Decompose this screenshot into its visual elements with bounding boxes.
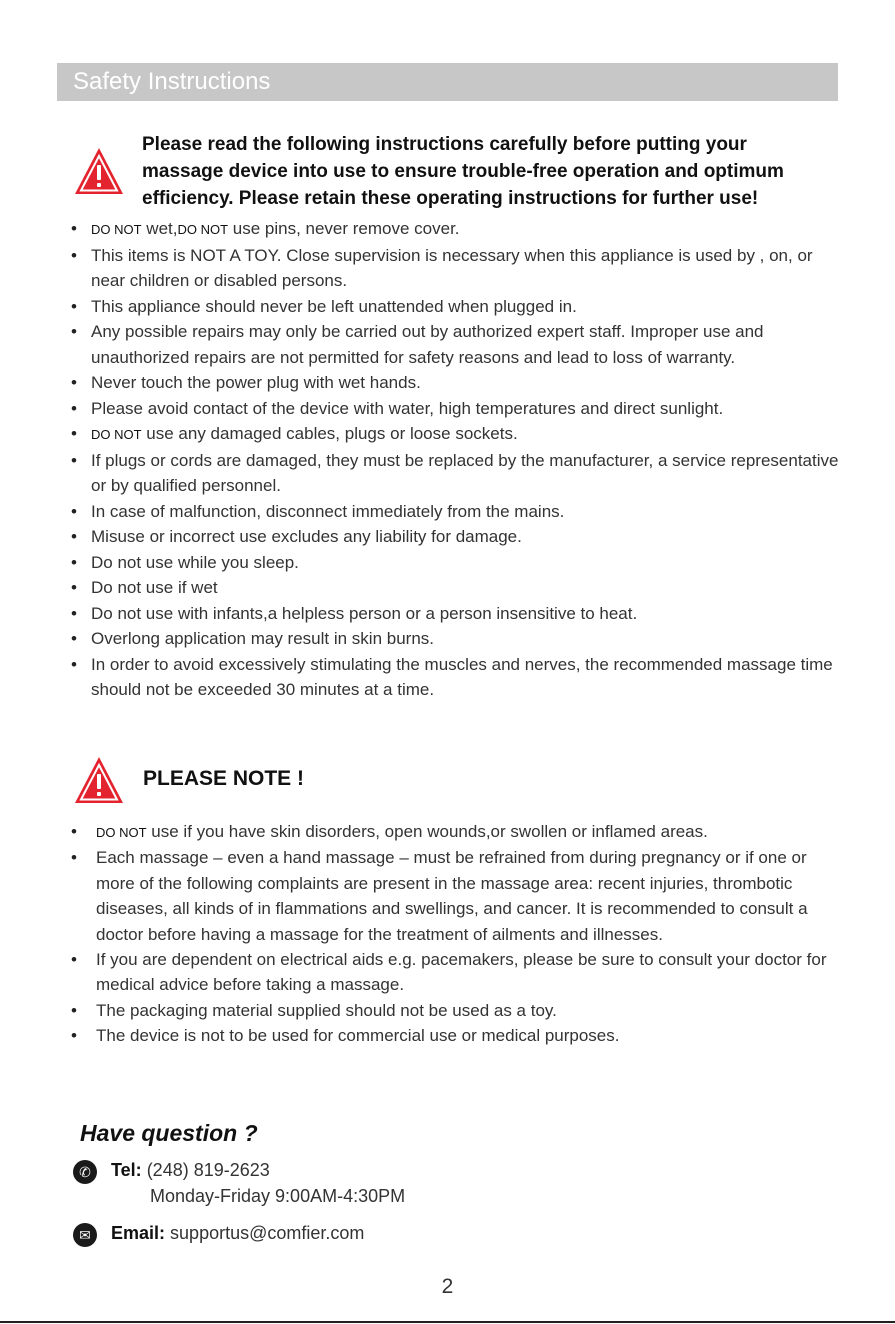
- list-item: • Overlong application may result in skin burns.: [58, 626, 848, 652]
- email-line: [111, 1221, 364, 1245]
- email-value[interactable]: supportus@comfier.com: [170, 1223, 365, 1243]
- do-not-label: DO NOT: [177, 222, 229, 237]
- list-item: • Do not use with infants,a helpless person or a person insensitive to heat.: [58, 601, 848, 627]
- bottom-rule: [0, 1321, 895, 1323]
- list-item: • This items is NOT A TOY. Close supervision is necessary when this appliance is used by , on, or near children or disabled persons.: [58, 243, 848, 294]
- list-item: • DO NOT use any damaged cables, plugs or loose sockets.: [58, 421, 848, 448]
- list-item: • If plugs or cords are damaged, they must be replaced by the manufacturer, a service representative or by qualified personnel.: [58, 448, 848, 499]
- list-item: • Misuse or incorrect use excludes any liability for damage.: [58, 524, 848, 550]
- list-item: • Please avoid contact of the device with water, high temperatures and direct sunlight.: [58, 396, 848, 422]
- envelope-icon: ✉: [73, 1223, 97, 1247]
- do-not-label: DO NOT: [91, 222, 142, 237]
- list-item: • Do not use while you sleep.: [58, 550, 848, 576]
- list-item: • In case of malfunction, disconnect immediately from the mains.: [58, 499, 848, 525]
- list-item: • DO NOT wet,DO NOT use pins, never remove cover.: [58, 216, 848, 243]
- questions-title: Have question ?: [80, 1120, 258, 1146]
- tel-line: [111, 1158, 270, 1182]
- safety-list: [58, 216, 848, 703]
- list-item: • The device is not to be used for commercial use or medical purposes.: [58, 1023, 848, 1048]
- phone-icon: ✆: [73, 1160, 97, 1184]
- warning-triangle-icon: [72, 754, 126, 806]
- email-label: Email:: [111, 1223, 166, 1243]
- do-not-label: DO NOT: [91, 427, 142, 442]
- list-item: • Any possible repairs may only be carried out by authorized expert staff. Improper use and unauthorized repairs are not permitted for safety reasons and lead to loss of warranty.: [58, 319, 848, 370]
- tel-label: Tel:: [111, 1160, 142, 1180]
- list-item: • Do not use if wet: [58, 575, 848, 601]
- list-item: • If you are dependent on electrical aids e.g. pacemakers, please be sure to consult your doctor for medical advice before taking a massage.: [58, 947, 848, 998]
- page-number: 2: [441, 1275, 454, 1298]
- warning-triangle-icon: [72, 145, 126, 197]
- support-hours: Monday-Friday 9:00AM-4:30PM: [150, 1186, 406, 1206]
- tel-value[interactable]: (248) 819-2623: [146, 1160, 270, 1180]
- note-title: PLEASE NOTE !: [143, 767, 305, 790]
- list-item: • DO NOT use if you have skin disorders, open wounds,or swollen or inflamed areas.: [58, 819, 848, 845]
- list-item: • In order to avoid excessively stimulating the muscles and nerves, the recommended massage time should not be exceeded 30 minutes at a time.: [58, 652, 848, 703]
- intro-warning-text: Please read the following instructions carefully before putting your massage device into use to ensure trouble-free operation and optimum efficiency. Please retain these operating instructions for further use!: [142, 134, 784, 209]
- list-item: • Each massage – even a hand massage – must be refrained from during pregnancy or if one or more of the following complaints are present in the massage area: recent injuries, thrombotic diseases, all kinds of in flammations and swellings, and cancer. It is recommended to consult a doctor before having a massage for the treatment of ailments and illnesses.: [58, 845, 848, 947]
- list-item: • Never touch the power plug with wet hands.: [58, 370, 848, 396]
- list-item: • The packaging material supplied should not be used as a toy.: [58, 998, 848, 1023]
- list-item: • This appliance should never be left unattended when plugged in.: [58, 294, 848, 320]
- note-list: [58, 819, 848, 1049]
- do-not-label: DO NOT: [96, 825, 147, 840]
- section-title: Safety Instructions: [73, 68, 271, 95]
- section-header: [57, 63, 838, 101]
